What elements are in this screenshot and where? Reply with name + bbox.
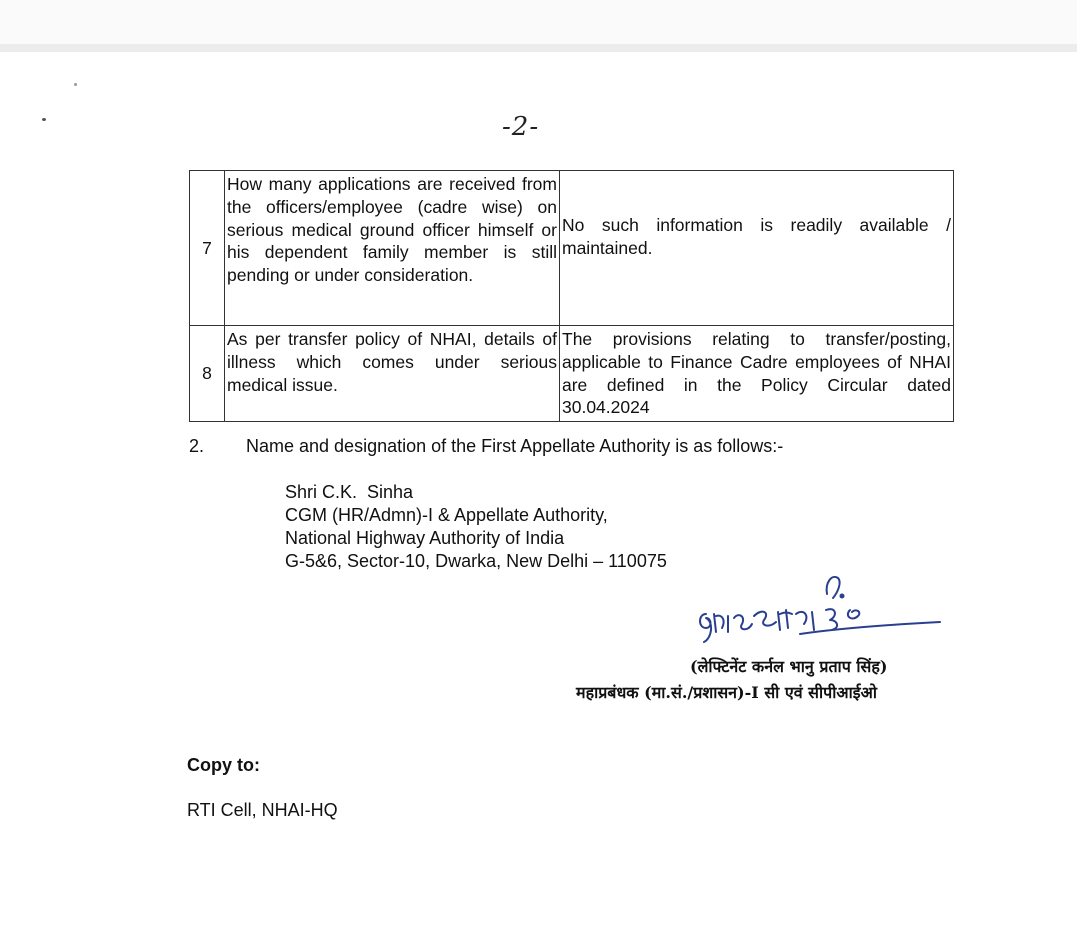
- authority-name: Shri C.K. Sinha: [285, 482, 414, 502]
- serial-number: 7: [190, 171, 225, 326]
- rti-response-table: [189, 170, 954, 422]
- copy-to-item: RTI Cell, NHAI-HQ: [187, 800, 338, 820]
- scan-speck: [74, 83, 77, 86]
- signatory-name: (लेफ्टिनेंट कर्नल भानु प्रताप सिंह): [690, 657, 888, 676]
- scan-speck: [42, 118, 46, 121]
- authority-organization: National Highway Authority of India: [285, 528, 565, 548]
- paragraph-number: 2.: [189, 436, 205, 456]
- signatory-designation: महाप्रबंधक (मा.सं./प्रशासन)-I सी एवं सीपीआईओ: [576, 683, 877, 702]
- table-row: [190, 326, 954, 422]
- paragraph-text: Name and designation of the First Appellate Authority is as follows:-: [246, 436, 784, 456]
- appellate-authority-block: [285, 481, 667, 573]
- authority-designation: CGM (HR/Admn)-I & Appellate Authority,: [285, 505, 608, 525]
- table-row: [190, 171, 954, 326]
- handwritten-signature: [692, 572, 947, 654]
- scan-top-margin: [0, 0, 1077, 52]
- copy-to-heading: Copy to:: [187, 755, 260, 775]
- page-number: -2-: [502, 112, 540, 142]
- serial-number: 8: [190, 326, 225, 422]
- answer-cell: No such information is readily available / maintained.: [560, 171, 954, 326]
- question-cell: How many applications are received from the officers/employee (cadre wise) on serious medical ground officer himself or his dependent family member is still pending or under consideration.: [225, 171, 560, 326]
- authority-address: G-5&6, Sector-10, Dwarka, New Delhi – 110075: [285, 551, 667, 571]
- question-cell: As per transfer policy of NHAI, details of illness which comes under serious medical issue.: [225, 326, 560, 422]
- answer-cell: The provisions relating to transfer/posting, applicable to Finance Cadre employees of NHAI are defined in the Policy Circular dated 30.04.2024: [560, 326, 954, 422]
